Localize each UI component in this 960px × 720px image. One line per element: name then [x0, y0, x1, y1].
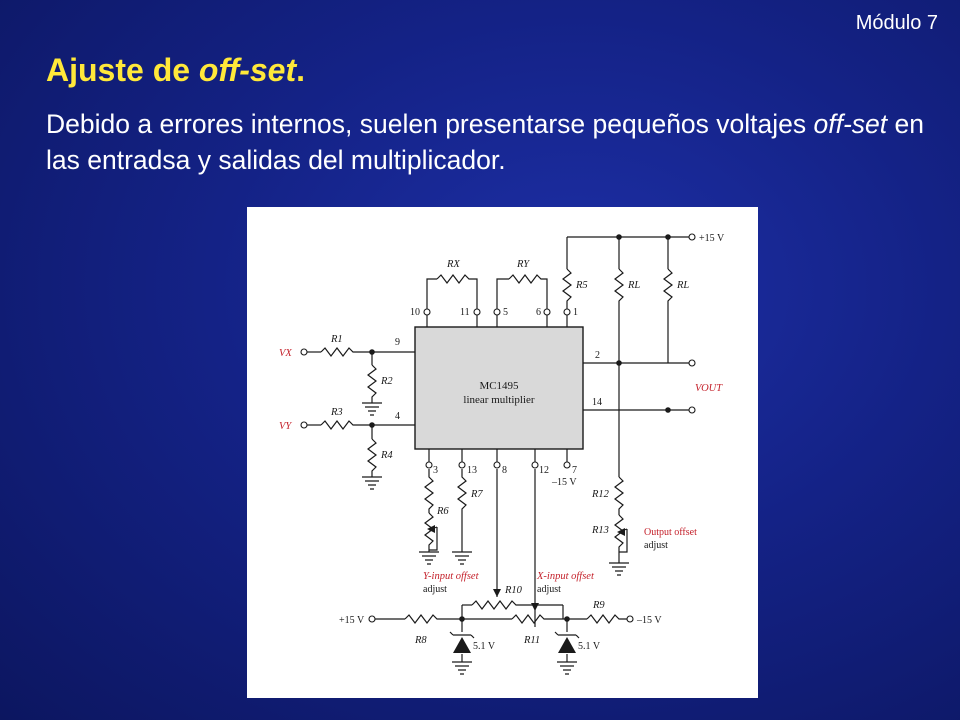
- bottom-left-supply-label: +15 V: [339, 615, 365, 626]
- resistor-r7: [458, 469, 466, 552]
- resistor-rl-2: [664, 269, 672, 363]
- potentiometer-r11: [512, 615, 587, 623]
- x-input-offset-label: X-input offset: [537, 571, 594, 582]
- zener-diode-left: [453, 637, 471, 653]
- label-r11: R11: [524, 635, 541, 646]
- resistor-r5: [563, 269, 571, 309]
- slide-body-part1: Debido a errores internos, suelen presentarse pequeños voltajes: [46, 109, 814, 139]
- resistor-r1: [321, 348, 415, 356]
- label-rx: RX: [447, 259, 460, 270]
- resistor-r12: [615, 477, 623, 515]
- y-input-offset-label: Y-input offset: [423, 571, 479, 582]
- label-rl-2: RL: [677, 280, 690, 291]
- label-vx: VX: [279, 348, 292, 359]
- resistor-rx: [437, 275, 477, 317]
- slide-body-part2: en las entradsa y salidas del multiplicador.: [46, 109, 924, 175]
- potentiometer-r6: [425, 513, 433, 552]
- label-rl-1: RL: [628, 280, 641, 291]
- chip-description: linear multiplier: [463, 394, 535, 406]
- slide-title-emphasis: off-set: [198, 52, 297, 88]
- slide-body: [46, 106, 926, 178]
- pin-13: 13: [467, 465, 477, 476]
- zener-left-label: 5.1 V: [473, 641, 496, 652]
- bottom-right-supply-label: –15 V: [637, 615, 662, 626]
- label-r8: R8: [415, 635, 427, 646]
- zener-diode-right: [558, 637, 576, 653]
- label-ry: RY: [517, 259, 530, 270]
- pin-11: 11: [460, 307, 470, 318]
- label-r3: R3: [331, 407, 343, 418]
- slide-body-emphasis: off-set: [813, 109, 888, 139]
- label-r7: R7: [471, 489, 483, 500]
- pin-6: 6: [536, 307, 541, 318]
- label-vy: VY: [279, 421, 292, 432]
- label-r10: R10: [505, 585, 522, 596]
- label-r2: R2: [381, 376, 393, 387]
- pin-10: 10: [410, 307, 420, 318]
- label-r1: R1: [331, 334, 343, 345]
- label-r4: R4: [381, 450, 393, 461]
- pin-1: 1: [573, 307, 578, 318]
- resistor-r3: [321, 421, 415, 429]
- slide-title: [46, 52, 305, 89]
- module-label: Módulo 7: [855, 12, 938, 34]
- pin-9: 9: [395, 337, 400, 348]
- pin-2: 2: [595, 350, 600, 361]
- potentiometer-r10: [472, 601, 563, 609]
- resistor-ry: [509, 275, 547, 317]
- resistor-r4: [368, 439, 376, 477]
- label-r5: R5: [576, 280, 588, 291]
- circuit-figure: [247, 207, 758, 698]
- pin-7: 7: [572, 465, 577, 476]
- label-r6: R6: [437, 506, 449, 517]
- chip-name: MC1495: [479, 380, 519, 392]
- resistor-r6: [425, 469, 433, 513]
- slide-title-suffix: .: [296, 52, 305, 88]
- x-input-adjust-label: adjust: [537, 584, 561, 595]
- output-adjust-label: adjust: [644, 540, 668, 551]
- label-r13: R13: [592, 525, 609, 536]
- zener-right-label: 5.1 V: [578, 641, 601, 652]
- pin-5: 5: [503, 307, 508, 318]
- pin7-supply-label: –15 V: [552, 477, 577, 488]
- label-r9: R9: [593, 600, 605, 611]
- resistor-rl-1: [615, 269, 623, 363]
- circuit-diagram: [247, 207, 758, 698]
- pin-14: 14: [592, 397, 602, 408]
- label-vout: VOUT: [695, 383, 723, 394]
- pin-4: 4: [395, 411, 400, 422]
- pin-12: 12: [539, 465, 549, 476]
- y-input-adjust-label: adjust: [423, 584, 447, 595]
- resistor-r9: [587, 615, 627, 623]
- resistor-r8: [405, 615, 512, 623]
- label-r12: R12: [592, 489, 609, 500]
- pin-8: 8: [502, 465, 507, 476]
- output-offset-label: Output offset: [644, 527, 697, 538]
- pin-3: 3: [433, 465, 438, 476]
- slide-title-prefix: Ajuste de: [46, 52, 199, 88]
- top-supply-label: +15 V: [699, 233, 725, 244]
- resistor-r2: [368, 365, 376, 403]
